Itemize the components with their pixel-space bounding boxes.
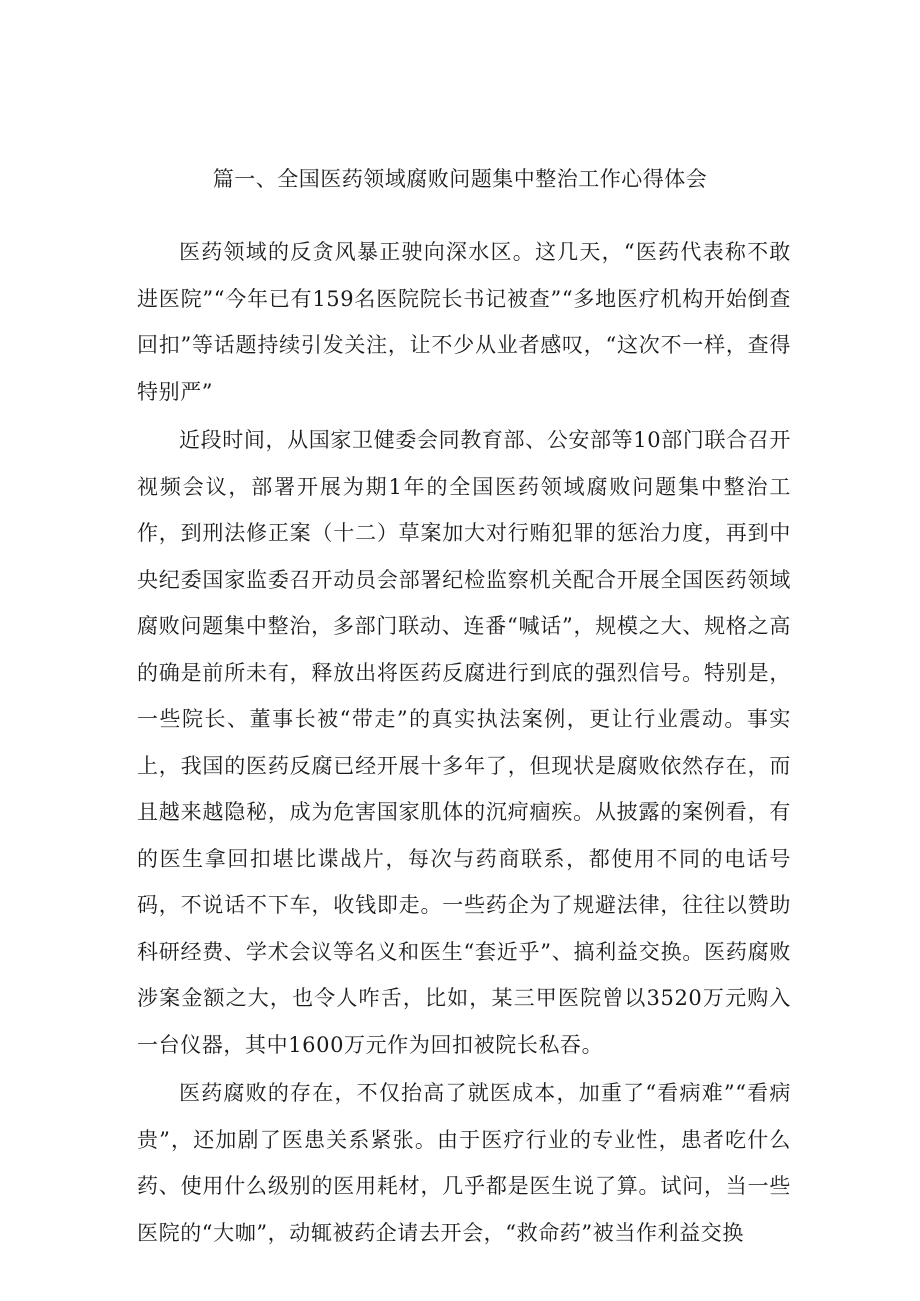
paragraph-1: 医药领域的反贪风暴正驶向深水区。这几天，“医药代表称不敢进医院”“今年已有159名医院院长书记被查”“多地医疗机构开始倒查回扣”等话题持续引发关注，让不少从业者感叹，“这次不一样，查得特别严” <box>137 240 791 404</box>
paragraph-3: 医药腐败的存在，不仅抬高了就医成本，加重了“看病难”“看病贵”，还加剧了医患关系紧张。由于医疗行业的专业性，患者吃什么药、使用什么级别的医用耗材，几乎都是医生说了算。试问，当一些医院的“大咖”，动辄被药企请去开会，“救命药”被当作利益交换 <box>137 1081 791 1245</box>
document-title: 篇一、全国医药领域腐败问题集中整治工作心得体会 <box>212 167 708 191</box>
paragraph-2: 近段时间，从国家卫健委会同教育部、公安部等10部门联合召开视频会议，部署开展为期1年的全国医药领域腐败问题集中整治工作，到刑法修正案（十二）草案加大对行贿犯罪的惩治力度，再到中央纪委国家监委召开动员会部署纪检监察机关配合开展全国医药领域腐败问题集中整治，多部门联动、连番“喊话”，规模之大、规格之高的确是前所未有，释放出将医药反腐进行到底的强烈信号。特别是，一些院长、董事长被“带走”的真实执法案例，更让行业震动。事实上，我国的医药反腐已经开展十多年了，但现状是腐败依然存在，而且越来越隐秘，成为危害国家肌体的沉疴痼疾。从披露的案例看，有的医生拿回扣堪比谍战片，每次与药商联系，都使用不同的电话号码，不说话不下车，收钱即走。一些药企为了规避法律，往往以赞助科研经费、学术会议等名义和医生“套近乎”、搞利益交换。医药腐败涉案金额之大，也令人咋舌，比如，某三甲医院曾以3520万元购入一台仪器，其中1600万元作为回扣被院长私吞。 <box>137 428 791 1057</box>
document-body <box>137 229 791 1258</box>
